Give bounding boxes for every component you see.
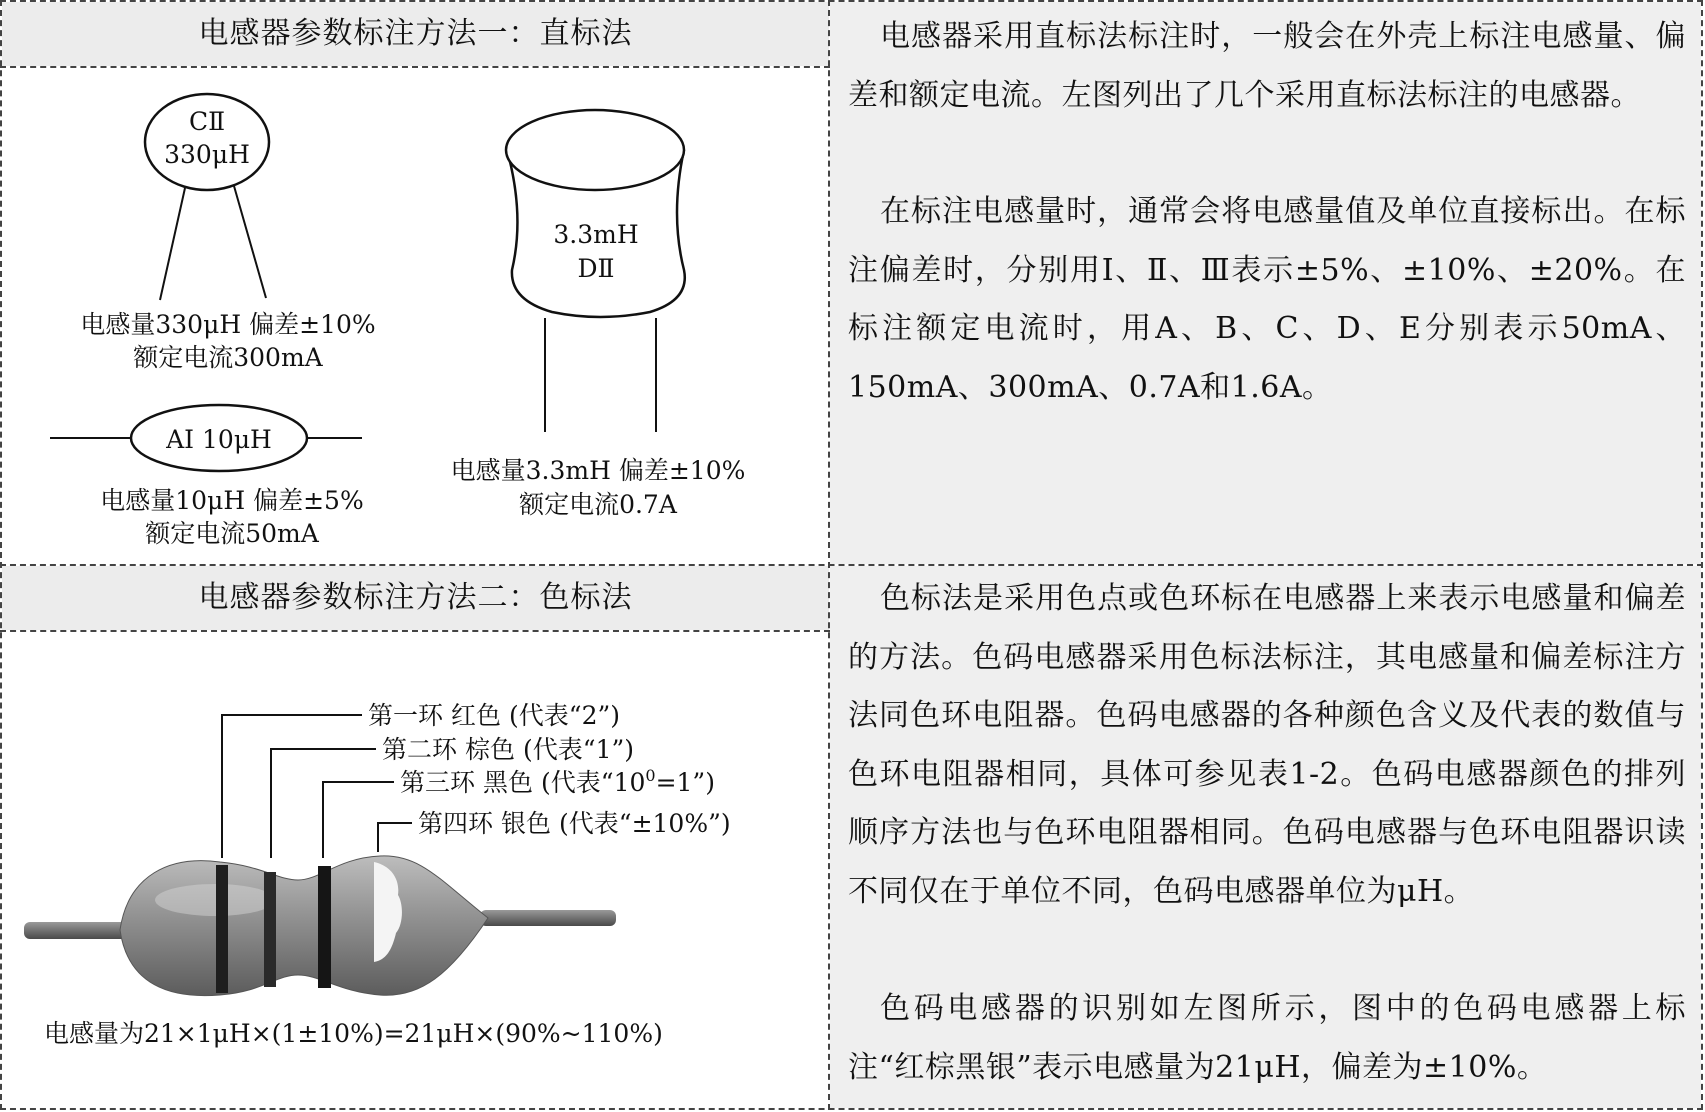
ring-3-leader: [323, 782, 394, 858]
section2-paragraph-1: 色标法是采用色点或色环标在电感器上来表示电感量和偏差的方法。色码电感器采用色标法标注，其电感量和偏差标注方法同色环电阻器。色码电感器的各种颜色含义及代表的数值与色环电阻器相同，具体可参见表1-2。色码电感器颜色的排列顺序方法也与色环电阻器相同。色码电感器与色环电阻器识读不同仅在于单位不同，色码电感器单位为μH。: [848, 581, 1686, 909]
inductor-a-code: CⅡ: [188, 107, 226, 136]
inductor-c-figure: [451, 110, 746, 519]
ring-3-black: [318, 866, 331, 988]
color-code-inductor: [24, 701, 731, 1048]
color-inductor-highlight: [155, 884, 275, 916]
ring-2-label: 第二环 棕色 (代表“1”): [382, 735, 635, 764]
section2-paragraph-2: 色码电感器的识别如左图所示，图中的色码电感器上标注“红棕黑银”表示电感量为21μH，偏差为±10%。: [848, 991, 1686, 1085]
inductor-a-caption-2: 额定电流300mA: [133, 343, 323, 372]
section1-paragraph-2: 在标注电感量时，通常会将电感量值及单位直接标出。在标注偏差时，分别用Ⅰ、Ⅱ、Ⅲ表示±5%、±10%、±20%。在标注额定电流时，用A、B、C、D、E分别表示50mA、150mA、300mA、0.7A和1.6A。: [848, 194, 1686, 405]
inductor-b-caption-1: 电感量10μH 偏差±5%: [100, 486, 364, 515]
ring-1-leader: [222, 715, 362, 858]
inductor-b-caption-2: 额定电流50mA: [145, 519, 319, 548]
inductor-c-value: 3.3mH: [553, 220, 639, 249]
inductor-a-caption-1: 电感量330μH 偏差±10%: [80, 310, 376, 339]
inductor-c-caption-2: 额定电流0.7A: [519, 490, 677, 519]
ring-3-label: 第三环 黑色 (代表“$10^0=1$”): [400, 766, 715, 797]
inductor-b-figure: [50, 405, 364, 548]
ring-4-label: 第四环 银色 (代表“±10%”): [418, 809, 731, 838]
inductor-a-value: 330μH: [164, 140, 250, 169]
color-inductor-body: [120, 856, 488, 996]
inductor-b-code: AⅠ 10μH: [166, 425, 272, 454]
figures-canvas: [0, 0, 830, 1110]
inductor-a-figure: [80, 94, 375, 372]
ring-1-red: [216, 865, 228, 993]
inductor-a-lead-left: [160, 188, 185, 300]
color-inductor-lead-right: [480, 910, 616, 926]
inductor-a-lead-right: [234, 186, 266, 298]
ring-1-label: 第一环 红色 (代表“2”): [368, 701, 621, 730]
inductor-c-code: DⅡ: [577, 254, 615, 283]
inductor-c-caption-1: 电感量3.3mH 偏差±10%: [450, 456, 746, 485]
color-formula: 电感量为21×1μH×(1±10%)=21μH×(90%~110%): [44, 1019, 663, 1048]
section2-heading: 电感器参数标注方法二：色标法: [2, 566, 829, 630]
ring-2-brown: [264, 872, 276, 987]
ring-4-leader: [378, 823, 412, 852]
section1-paragraph-1: 电感器采用直标法标注时，一般会在外壳上标注电感量、偏差和额定电流。左图列出了几个采用直标法标注的电感器。: [848, 19, 1686, 113]
section1-heading: 电感器参数标注方法一：直标法: [2, 2, 829, 66]
inductor-c-top: [506, 110, 684, 190]
